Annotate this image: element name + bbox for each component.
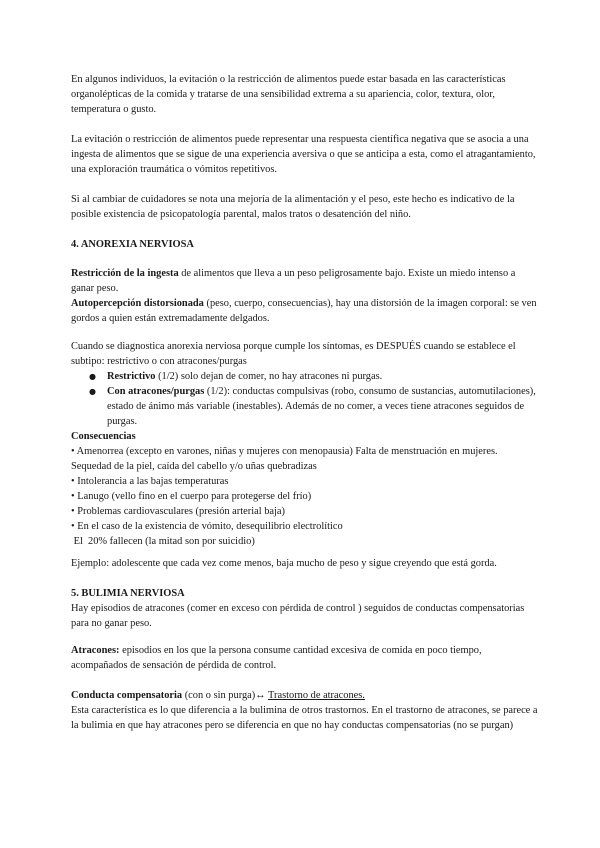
example-text: Ejemplo: adolescente que cada vez come menos, baja mucho de peso y sigue creyendo que está gorda. xyxy=(71,558,497,569)
binges-text: episodios en los que la persona consume cantidad excesiva de comida en poco tiempo, acompañados de sensación de pérdida de control. xyxy=(71,645,482,671)
paragraph-organoleptic xyxy=(71,72,539,117)
compensatory-text: (con o sin purga)↔ xyxy=(182,690,269,701)
compensatory-paragraph xyxy=(71,688,539,703)
intro-text: Hay episodios de atracones (comer en exceso con pérdida de control ) seguidos de conductas compensatorias para no ganar peso. xyxy=(71,603,525,629)
diagnosis-text: Cuando se diagnostica anorexia nerviosa porque cumple los síntomas, es DESPUÉS cuando se establece el subtipo: restrictivo o con atracones/purgas xyxy=(71,341,516,367)
subtype-term: Con atracones/purgas xyxy=(107,386,205,397)
subtype-text: (1/2) solo dejan de comer, no hay atracones ni purgas. xyxy=(155,371,383,382)
bulimia-binges xyxy=(71,643,539,673)
restriction-text: de alimentos que lleva a un peso peligrosamente bajo. Existe un miedo intenso a ganar peso. xyxy=(71,268,516,294)
subtype-text: (1/2): conductas compulsivas (robo, consumo de sustancias, automutilaciones), estado de ánimo más variable (inestables). Además de no comer, a veces tiene atracones seguidos de purgas. xyxy=(107,386,536,427)
section-heading-bulimia: 5. BULIMIA NERVIOSA xyxy=(71,588,185,599)
paragraph-text: Si al cambiar de cuidadores se nota una mejoría de la alimentación y el peso, este hecho es indicativo de la posible existencia de psicopatología parental, malos tratos o desatención del niño. xyxy=(71,194,515,220)
restriction-term: Restricción de la ingesta xyxy=(71,268,179,279)
binge-disorder-link[interactable]: Trastorno de atracones. xyxy=(268,690,365,701)
list-item xyxy=(71,369,539,384)
consequence-item: El 20% fallecen (la mitad son por suicidio) xyxy=(71,536,255,547)
bulimia-intro xyxy=(71,601,539,631)
consequence-item: • En el caso de la existencia de vómito, desequilibrio electrolítico xyxy=(71,521,343,532)
selfperception-paragraph xyxy=(71,296,539,326)
anorexia-example xyxy=(71,556,539,571)
consequence-item: Sequedad de la piel, caída del cabello y/o uñas quebradizas xyxy=(71,461,317,472)
consequence-item: • Lanugo (vello fino en el cuerpo para protegerse del frío) xyxy=(71,491,312,502)
paragraph-text: La evitación o restricción de alimentos puede representar una respuesta científica negativa que se asocia a una ingesta de alimentos que se sigue de una experiencia aversiva o que se anticipa a esta, como el atragantamiento, una exploración traumática o vómitos repetitivos. xyxy=(71,134,536,175)
consequence-item: • Intolerancia a las bajas temperaturas xyxy=(71,476,229,487)
consequence-item: • Problemas cardiovasculares (presión arterial baja) xyxy=(71,506,285,517)
bulimia-compensatory xyxy=(71,688,539,733)
selfperception-term: Autopercepción distorsionada xyxy=(71,298,204,309)
restriction-paragraph xyxy=(71,266,539,296)
subtype-term: Restrictivo xyxy=(107,371,156,382)
closing-text: Esta característica es lo que diferencia a la bulimina de otros trastornos. En el trastorno de atracones, se parece a la bulimia en que hay atracones pero se diferencia en que no hay conductas compensatorias (no se purgan) xyxy=(71,705,538,731)
consequence-item: • Amenorrea (excepto en varones, niñas y mujeres con menopausia) Falta de menstruación en mujeres. xyxy=(71,446,498,457)
anorexia-definition xyxy=(71,266,539,326)
paragraph-text: En algunos individuos, la evitación o la restricción de alimentos puede estar basada en las características organolépticas de la comida y tratarse de una sensibilidad extrema a su apariencia, color, textura, olor, temperatura o gusto. xyxy=(71,74,506,115)
paragraph-aversive-response xyxy=(71,132,539,177)
list-item xyxy=(71,384,539,429)
anorexia-diagnosis xyxy=(71,339,539,549)
compensatory-term: Conducta compensatoria xyxy=(71,690,183,701)
binges-paragraph xyxy=(71,643,539,673)
selfperception-text: (peso, cuerpo, consecuencias), hay una distorsión de la imagen corporal: se ven gordos a quien están extremadamente delgados. xyxy=(71,298,537,324)
paragraph-caregivers xyxy=(71,192,539,222)
subtype-list xyxy=(71,369,539,429)
consequences-heading: Consecuencias xyxy=(71,431,136,442)
section-heading-anorexia: 4. ANOREXIA NERVIOSA xyxy=(71,239,194,250)
binges-term: Atracones: xyxy=(71,645,120,656)
